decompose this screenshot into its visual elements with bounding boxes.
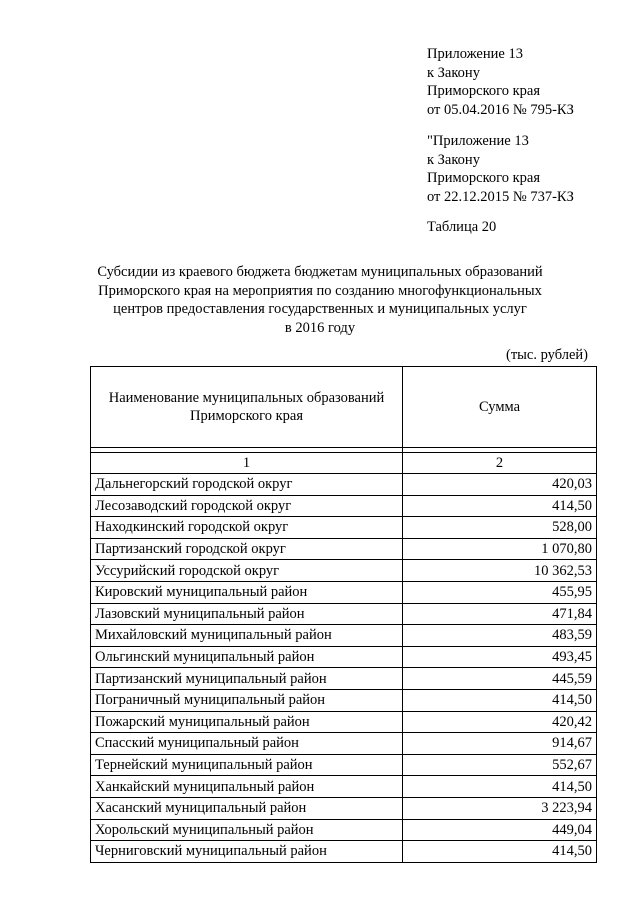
subsidies-table [90,366,597,863]
table-row [91,495,597,517]
table-row [91,646,597,668]
municipality-name: Ольгинский муниципальный район [91,646,403,668]
subsidy-amount: 552,67 [403,754,597,776]
municipality-name: Ханкайский муниципальный район [91,776,403,798]
annex-original-reference [427,132,574,206]
subsidy-amount: 471,84 [403,603,597,625]
units-label: (тыс. рублей) [506,347,588,363]
subsidy-amount: 914,67 [403,733,597,755]
title-line: в 2016 году [284,319,356,336]
table-number: Таблица 20 [427,219,497,235]
annex-line: "Приложение 13 [427,133,529,149]
annex-line: к Закону [427,151,480,168]
subsidy-amount: 483,59 [403,625,597,647]
table-header-row [91,367,597,448]
municipality-name: Хасанский муниципальный район [91,797,403,819]
municipality-name: Лесозаводский городской округ [91,495,403,517]
title-line: Приморского края на мероприятия по созданию многофункциональных [98,282,542,299]
column-header-name [91,367,403,448]
column-header-name-line: Приморского края [189,408,303,424]
table-row [91,560,597,582]
title-line: центров предоставления государственных и муниципальных услуг [113,301,527,317]
subsidy-amount: 414,50 [403,495,597,517]
annex-line: от 05.04.2016 № 795-КЗ [427,101,574,118]
table-row [91,474,597,496]
annex-line: Приморского края [427,83,541,99]
table-row [91,689,597,711]
table-row [91,819,597,841]
municipality-name: Пожарский муниципальный район [91,711,403,733]
municipality-name: Михайловский муниципальный район [91,625,403,647]
subsidy-amount: 493,45 [403,646,597,668]
column-header-sum: Сумма [403,367,597,448]
table-row [91,625,597,647]
subsidy-amount: 445,59 [403,668,597,690]
table-row [91,538,597,560]
subsidy-amount: 414,50 [403,689,597,711]
subsidy-amount: 414,50 [403,776,597,798]
municipality-name: Лазовский муниципальный район [91,603,403,625]
column-number-row [91,453,597,474]
subsidy-amount: 10 362,53 [403,560,597,582]
annex-line: Приложение 13 [427,46,523,62]
municipality-name: Черниговский муниципальный район [91,841,403,863]
title-line: Субсидии из краевого бюджета бюджетам муниципальных образований [97,264,543,280]
municipality-name: Кировский муниципальный район [91,581,403,603]
table-row [91,733,597,755]
column-header-name-line: Наименование муниципальных образований [108,390,385,406]
subsidy-amount: 1 070,80 [403,538,597,560]
subsidy-amount: 528,00 [403,517,597,539]
subsidy-amount: 3 223,94 [403,797,597,819]
subsidy-amount: 449,04 [403,819,597,841]
municipality-name: Уссурийский городской округ [91,560,403,582]
document-title [90,263,550,337]
municipality-name: Дальнегорский городской округ [91,474,403,496]
annex-line: к Закону [427,64,480,81]
table-row [91,797,597,819]
municipality-name: Спасский муниципальный район [91,733,403,755]
table-row [91,711,597,733]
subsidy-amount: 420,42 [403,711,597,733]
table-row [91,581,597,603]
municipality-name: Находкинский городской округ [91,517,403,539]
municipality-name: Партизанский муниципальный район [91,668,403,690]
subsidy-amount: 420,03 [403,474,597,496]
table-row [91,776,597,798]
table-row [91,841,597,863]
subsidy-amount: 455,95 [403,581,597,603]
subsidy-amount: 414,50 [403,841,597,863]
annex-line: от 22.12.2015 № 737-КЗ [427,188,574,205]
municipality-name: Хорольский муниципальный район [91,819,403,841]
municipality-name: Пограничный муниципальный район [91,689,403,711]
annex-line: Приморского края [427,170,541,186]
table-row [91,668,597,690]
municipality-name: Тернейский муниципальный район [91,754,403,776]
table-row [91,754,597,776]
column-number: 1 [91,453,403,474]
annex-current-reference [427,45,574,119]
table-row [91,603,597,625]
municipality-name: Партизанский городской округ [91,538,403,560]
column-number: 2 [403,453,597,474]
table-row [91,517,597,539]
